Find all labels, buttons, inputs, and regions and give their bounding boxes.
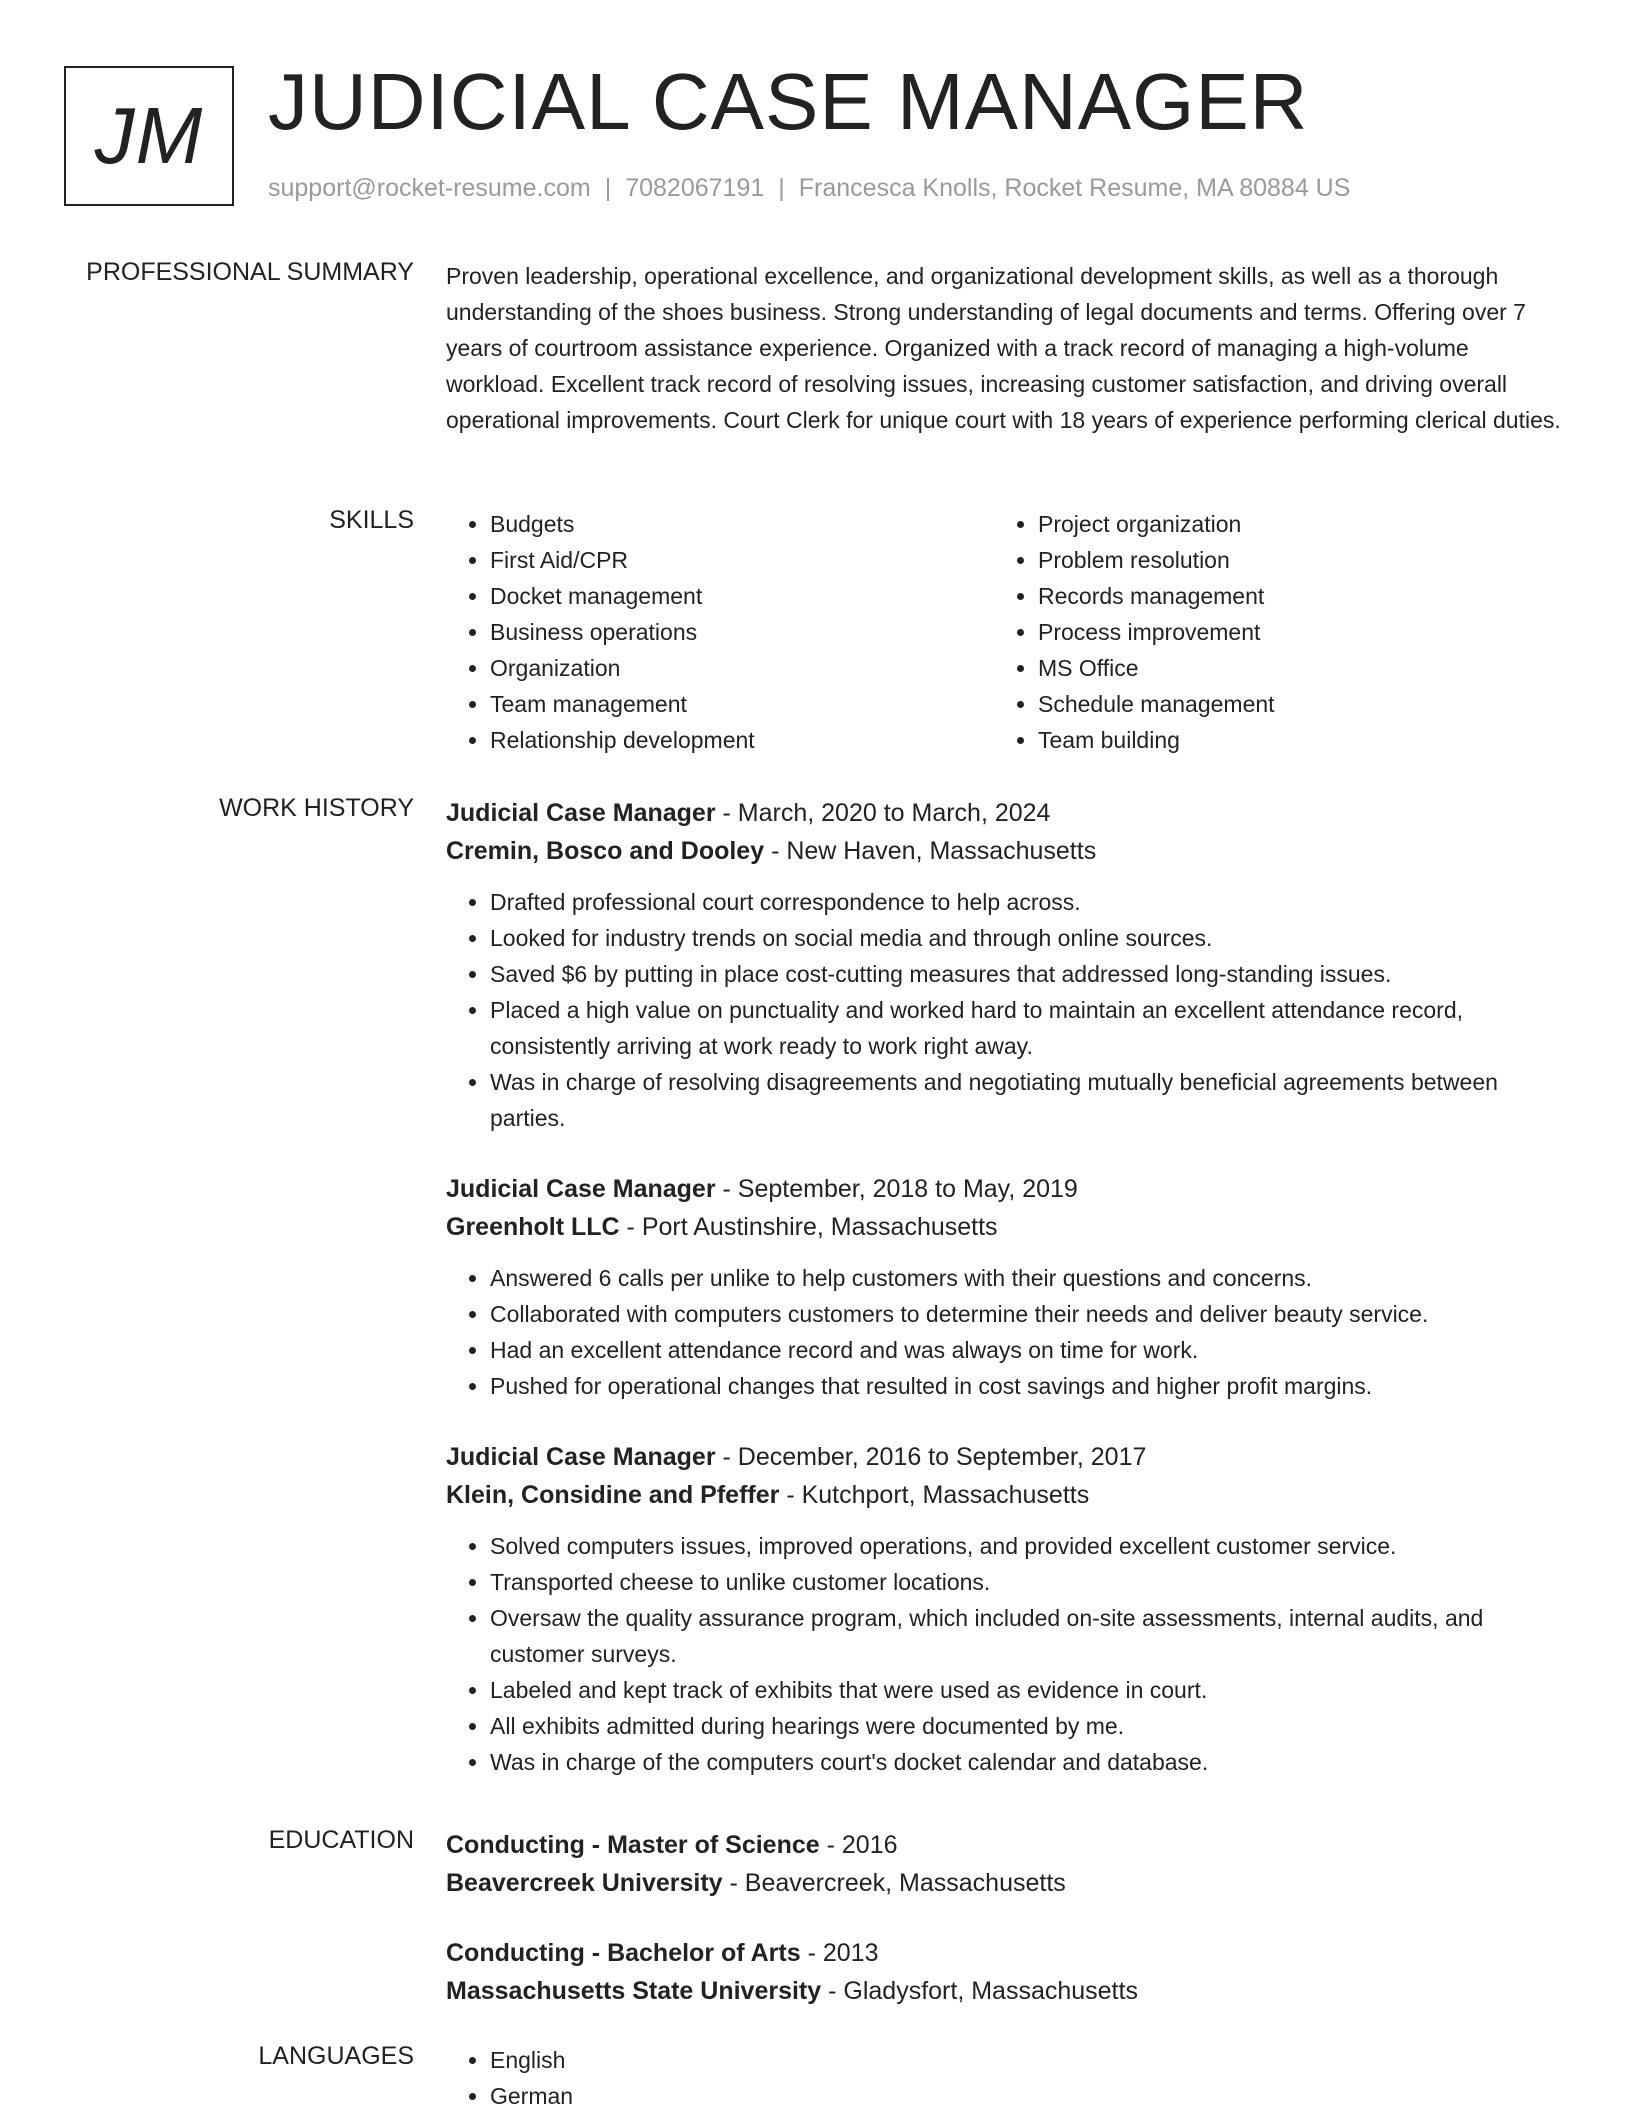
education-school: Massachusetts State University — [446, 1977, 822, 2005]
education-content — [446, 1826, 1566, 2042]
monogram: JM — [64, 66, 234, 206]
job-bullets — [446, 1528, 1566, 1780]
contact-address: Francesca Knolls, Rocket Resume, MA 80884 US — [798, 174, 1351, 202]
job-bullet: • Pushed for operational changes that resulted in cost savings and higher profit margins. — [490, 1368, 1566, 1404]
contact-email: support@rocket-resume.com — [268, 174, 591, 202]
job-bullet: • Collaborated with computers customers to determine their needs and deliver beauty service. — [490, 1296, 1566, 1332]
contact-phone: 7082067191 — [625, 174, 765, 202]
education-degree: Conducting - Master of Science — [446, 1831, 820, 1859]
skill-item: • Project organization — [1038, 506, 1542, 542]
section-label-work: WORK HISTORY — [219, 794, 414, 822]
work-content — [446, 794, 1566, 1814]
section-label-summary: PROFESSIONAL SUMMARY — [86, 258, 414, 286]
education-location: Beavercreek, Massachusetts — [744, 1869, 1066, 1897]
job-bullet: • Transported cheese to unlike customer locations. — [490, 1564, 1566, 1600]
job-title-line: Judicial Case Manager - September, 2018 to May, 2019 — [446, 1175, 1078, 1203]
job-bullet: • Labeled and kept track of exhibits that were used as evidence in court. — [490, 1672, 1566, 1708]
contact-line — [268, 174, 1350, 203]
job-bullet: • Saved $6 by putting in place cost-cutting measures that addressed long-standing issues. — [490, 956, 1566, 992]
education-degree-line: Conducting - Master of Science - 2016 — [446, 1831, 898, 1859]
skill-item: • Relationship development — [490, 722, 994, 758]
job-bullet: • Placed a high value on punctuality and worked hard to maintain an excellent attendance record, consistently arriving at work ready to work right away. — [490, 992, 1566, 1064]
contact-separator: | — [604, 174, 612, 202]
education-school-line: Beavercreek University - Beavercreek, Massachusetts — [446, 1869, 1066, 1897]
education-school: Beavercreek University — [446, 1869, 723, 1897]
job-bullets — [446, 884, 1566, 1136]
job-bullet: • Answered 6 calls per unlike to help customers with their questions and concerns. — [490, 1260, 1566, 1296]
education-school-line: Massachusetts State University - Gladysfort, Massachusetts — [446, 1977, 1138, 2005]
skill-item: • MS Office — [1038, 650, 1542, 686]
job-entry — [446, 1170, 1566, 1404]
job-company-line: Greenholt LLC - Port Austinshire, Massachusetts — [446, 1213, 998, 1241]
job-dates: December, 2016 to September, 2017 — [737, 1443, 1147, 1471]
education-location: Gladysfort, Massachusetts — [843, 1977, 1138, 2005]
languages-content — [446, 2042, 1566, 2114]
job-location: New Haven, Massachusetts — [786, 837, 1097, 865]
skill-item: • Schedule management — [1038, 686, 1542, 722]
job-location: Port Austinshire, Massachusetts — [641, 1213, 998, 1241]
language-item: • English — [490, 2042, 1566, 2078]
skills-content — [446, 506, 1566, 758]
job-entry — [446, 1438, 1566, 1780]
job-bullet: • Solved computers issues, improved operations, and provided excellent customer service. — [490, 1528, 1566, 1564]
job-bullet: • Looked for industry trends on social media and through online sources. — [490, 920, 1566, 956]
job-entry — [446, 794, 1566, 1136]
education-year: 2013 — [822, 1939, 879, 1967]
job-company-line: Cremin, Bosco and Dooley - New Haven, Massachusetts — [446, 837, 1097, 865]
skill-item: • Problem resolution — [1038, 542, 1542, 578]
summary-content — [446, 258, 1566, 438]
education-degree-line: Conducting - Bachelor of Arts - 2013 — [446, 1939, 879, 1967]
job-bullet: • Was in charge of the computers court's docket calendar and database. — [490, 1744, 1566, 1780]
skill-item: • Budgets — [490, 506, 994, 542]
job-dates: September, 2018 to May, 2019 — [737, 1175, 1078, 1203]
job-bullets — [446, 1260, 1566, 1404]
job-title: Judicial Case Manager — [446, 1175, 716, 1203]
language-item: • German — [490, 2078, 1566, 2114]
job-bullet: • Had an excellent attendance record and was always on time for work. — [490, 1332, 1566, 1368]
job-location: Kutchport, Massachusetts — [801, 1481, 1090, 1509]
section-label-skills: SKILLS — [329, 506, 414, 534]
job-company: Greenholt LLC — [446, 1213, 620, 1241]
education-year: 2016 — [841, 1831, 898, 1859]
job-bullet: • Oversaw the quality assurance program, which included on-site assessments, internal audits, and customer surveys. — [490, 1600, 1566, 1672]
skill-item: • Business operations — [490, 614, 994, 650]
skill-item: • Team building — [1038, 722, 1542, 758]
skill-item: • Records management — [1038, 578, 1542, 614]
skill-item: • Organization — [490, 650, 994, 686]
job-title-line: Judicial Case Manager - March, 2020 to March, 2024 — [446, 799, 1051, 827]
skill-item: • First Aid/CPR — [490, 542, 994, 578]
job-title-line: Judicial Case Manager - December, 2016 to September, 2017 — [446, 1443, 1147, 1471]
job-bullet: • Was in charge of resolving disagreements and negotiating mutually beneficial agreements between parties. — [490, 1064, 1566, 1136]
skill-item: • Process improvement — [1038, 614, 1542, 650]
education-degree: Conducting - Bachelor of Arts — [446, 1939, 801, 1967]
languages-list — [446, 2042, 1566, 2114]
skills-list-left — [446, 506, 994, 758]
contact-separator: | — [778, 174, 785, 202]
job-company-line: Klein, Considine and Pfeffer - Kutchport, Massachusetts — [446, 1481, 1090, 1509]
job-bullet: • Drafted professional court correspondence to help across. — [490, 884, 1566, 920]
skill-item: • Docket management — [490, 578, 994, 614]
job-title: Judicial Case Manager — [446, 799, 716, 827]
education-entry — [446, 1934, 1566, 2010]
summary-text: Proven leadership, operational excellence, and organizational development skills, as well as a thorough understanding of the shoes business. Strong understanding of legal documents and terms. Offering over 7 years of courtroom assistance experience. Organized with a track record of managing a high-volume workload. Excellent track record of resolving issues, increasing customer satisfaction, and driving overall operational improvements. Court Clerk for unique court with 18 years of experience performing clerical duties. — [446, 263, 1561, 433]
education-entry — [446, 1826, 1566, 1902]
page-title: JUDICIAL CASE MANAGER — [268, 57, 1309, 146]
job-company: Klein, Considine and Pfeffer — [446, 1481, 780, 1509]
skills-list-right — [994, 506, 1542, 758]
job-dates: March, 2020 to March, 2024 — [737, 799, 1051, 827]
job-company: Cremin, Bosco and Dooley — [446, 837, 765, 865]
job-bullet: • All exhibits admitted during hearings were documented by me. — [490, 1708, 1566, 1744]
section-label-languages: LANGUAGES — [258, 2042, 414, 2070]
section-label-education: EDUCATION — [268, 1826, 414, 1854]
job-title: Judicial Case Manager — [446, 1443, 716, 1471]
skill-item: • Team management — [490, 686, 994, 722]
